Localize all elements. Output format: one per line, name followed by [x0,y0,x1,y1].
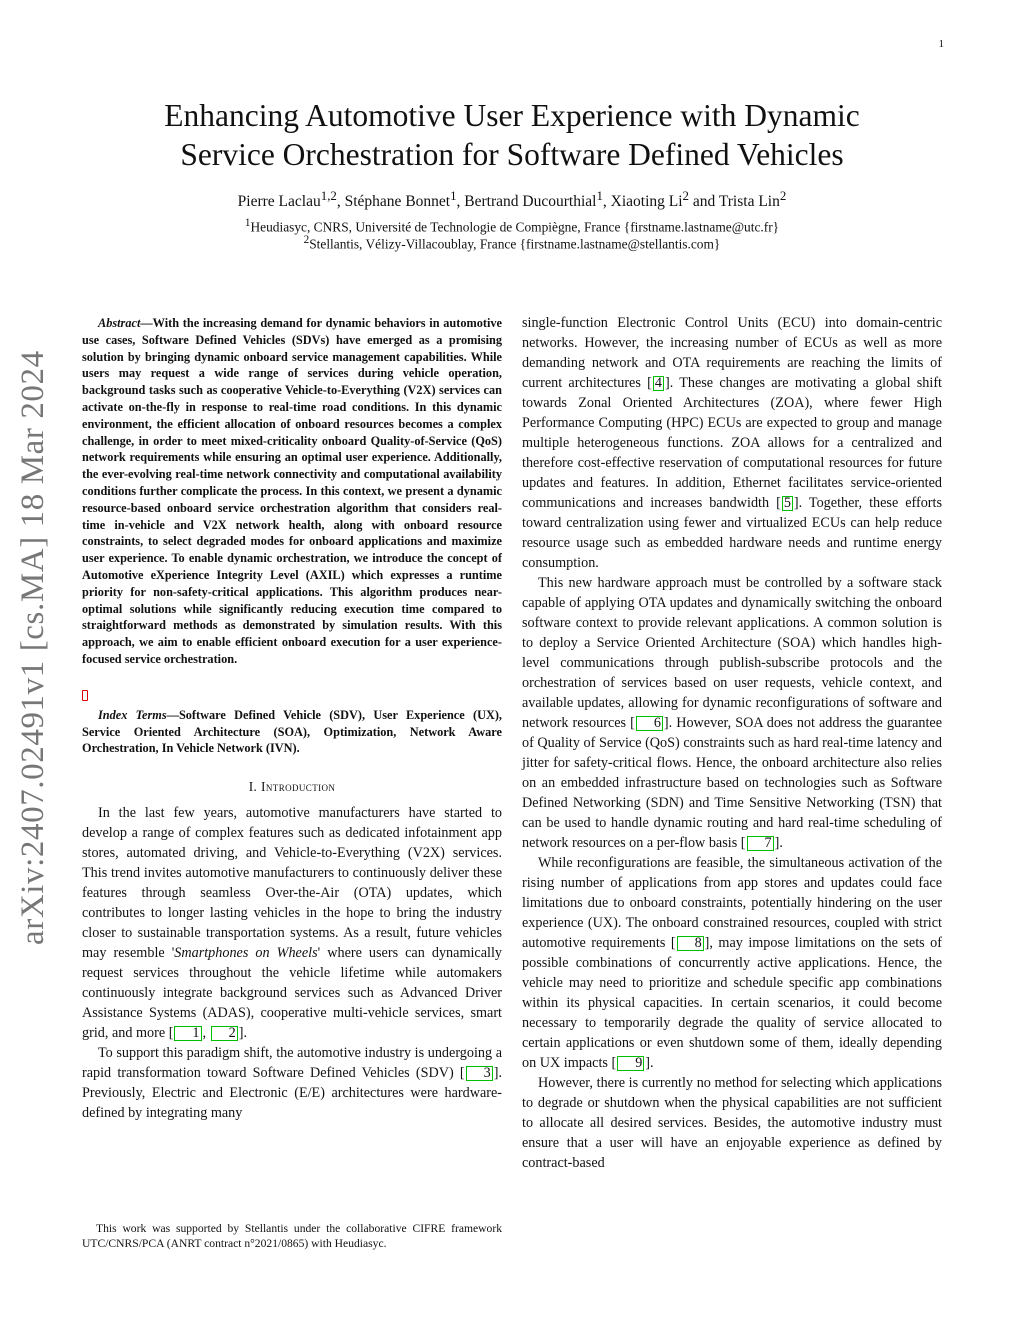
right-column [522,313,942,1173]
index-terms-label: Index Terms [98,707,167,722]
right-paragraph-1: single-function Electronic Control Units (ECU) into domain-centric networks. However, the increasing number of ECUs as well as more demanding network and OTA requirements are reaching the limits of current architectures [ 4 ]. These changes are motivating a global shift towards Zonal Oriented Architectures (ZOA), where fewer High Performance Computing (HPC) ECUs are expected to group and manage multiple heterogeneous functions. ZOA allows for a centralized and therefore cost-effective reservation of computational resources for future updates and features. In addition, Ethernet facilitates service-oriented communications and increases bandwidth [ 5 ]. Together, these efforts toward centralization using fewer and virtualized ECUs can help reduce resource usage such as embedded hardware needs and runtime energy consumption. [522,315,942,571]
index-terms-text: —Software Defined Vehicle (SDV), User Experience (UX), Service Oriented Architecture (SOA), Optimization, Network Aware Orchestration, In Vehicle Network (IVN). [82,707,503,756]
paragraph-text: . However, SOA does not address the guarantee of Quality of Service (QoS) constraints such as hard real-time latency and jitter for safety-critical flows. Hence, the onboard architecture also relies on an embedded infrastructure based on technologies such as Software Defined Networking (SDN) and Time Sensitive Networking (TSN) that can be used to handle dynamic routing and hard real-time scheduling of network resources on a per-flow basis [522,715,943,851]
citation-link[interactable]: 8 [677,936,704,951]
emphasis-text: Smartphones on Wheels [174,945,318,962]
author-name: , Stéphane Bonnet [336,193,451,211]
paragraph-text: To support this paradigm shift, the automotive industry is undergoing a rapid transformation toward Software Defined Vehicles (SDV) [82,1045,502,1082]
author-list [0,186,1024,212]
paragraph-text: . [243,1025,247,1042]
citation-link[interactable]: 2 [211,1026,238,1041]
paragraph-text: . Together, these efforts toward centralization using fewer and virtualized ECUs can help reduce resource usage such as embedded hardware needs and runtime energy consumption. [522,495,942,571]
author-affiliation-mark: 2 [779,188,787,203]
abstract-text: —With the increasing demand for dynamic behaviors in automotive use cases, Software Defined Vehicles (SDVs) have emerged as a promising solution by bringing dynamic onboard service management capabilities. While users may request a wide range of services during vehicle operation, background tasks such as cooperative Vehicle-to-Everything (V2X) services can activate on-the-fly in response to real-time road conditions. In this dynamic environment, the efficient allocation of onboard resources becomes a complex challenge, in order to meet mixed-criticality onboard Quality-of-Service (QoS) network requirements while ensuring an optimal user experience. Additionally, the ever-evolving real-time network connectivity and computational availability conditions further complicate the process. In this context, we present a dynamic resource-based onboard service orchestration algorithm that considers real-time in-vehicle and V2X network health, along with onboard resource constraints, to select degraded modes for onboard applications and maximize user experience. To enable dynamic orchestration, we introduce the concept of Automotive eXperience Integrity Level (AXIL) which expresses a runtime priority for non-safety-critical applications. This algorithm produces near-optimal solutions while significantly reducing execution time compared to straightforward methods as demonstrated by simulation results. With this approach, we aim to enable efficient onboard execution for a user experience-focused service orchestration. [82,316,502,666]
citation-link[interactable]: 5 [783,495,791,511]
index-terms [82,707,502,757]
right-paragraph-3: While reconfigurations are feasible, the simultaneous activation of the rising number of applications from app stores and updates could face limitations due to onboard constraints, potentially hindering on the user experience (UX). The onboard constrained resources, coupled with strict automotive requirements [ 8 ], may impose limitations on the sets of possible combinations of concurrently active applications. Hence, the vehicle may need to prioritize and schedule specific app combinations within its physical capacities. In certain scenarios, it could become necessary to temporarily degrade the quality of service allocated to certain applications or even shutdown some of them, ideally depending on UX impacts [ 9 ]. [522,855,942,1071]
paragraph-text: In the last few years, automotive manufacturers have started to develop a range of complex features such as dedicated infotainment app stores, automated driving, and Vehicle-to-Everything (V2X) services. This trend invites automotive manufacturers to continuously deliver these features through seamless Over-the-Air (OTA) updates, which contributes to longer lasting vehicles in the hope to bring the industry closer to sustainable transportation systems. As a result, future vehicles may resemble ' [82,805,502,962]
paragraph-text: While reconfigurations are feasible, the simultaneous activation of the rising number of applications from app stores and updates could face limitations due to onboard constraints, potentially hindering on the user experience (UX). The onboard constrained resources, coupled with strict automotive requirements [522,855,942,951]
right-paragraph-4: However, there is currently no method for selecting which applications to degrade or shutdown when the physical capabilities are not sufficient to allocate all desired services. Besides, the automotive industry must ensure that a user will have an enjoyable experience as defined by contract-based [522,1075,942,1171]
left-column [82,315,502,1123]
author-affiliation-mark: 1 [596,188,603,203]
author-affiliation-mark: 1 [450,188,457,203]
funding-footnote: This work was supported by Stellantis under the collaborative CIFRE framework UTC/CNRS/PCA (ANRT contract n°2021/0865) with Heudiasyc. [82,1222,502,1250]
intro-paragraph-1: In the last few years, automotive manufacturers have started to develop a range of complex features such as dedicated infotainment app stores, automated driving, and Vehicle-to-Everything (V2X) services. This trend invites automotive manufacturers to continuously deliver these features through seamless Over-the-Air (OTA) updates, which contributes to longer lasting vehicles in the hope to bring the industry closer to sustainable transportation systems. As a result, future vehicles may resemble 'Smartphones on Wheels' where users can dynamically request services throughout the vehicle lifetime while automakers continuously integrate background services such as Advanced Driver Assistance Systems (ADAS), cooperative multi-vehicle services, smart grid, and more [ 1 , 2 ]. [82,805,502,1042]
paragraph-text: This new hardware approach must be controlled by a software stack capable of applying OTA updates and dynamically switching the onboard software context to provide relevant applications. A common solution is to deploy a Service Oriented Architecture (SOA) which handles high-level communications through publish-subscribe protocols and the orchestration of services based on user requests, vehicle context, and available updates, allowing for dynamic reconfigurations of software and network resources [522,575,942,731]
paragraph-text: . [779,835,783,851]
title-line-2: Service Orchestration for Software Defined Vehicles [180,137,844,172]
affiliation-2 [0,232,1024,252]
author-affiliation-mark: 1,2 [320,188,337,203]
affiliation-text: Stellantis, Vélizy-Villacoublay, France {firstname.lastname@stellantis.com} [309,236,721,252]
citation-link[interactable]: 1 [174,1026,201,1041]
citation-link[interactable]: 7 [747,836,774,851]
page-number: 1 [938,38,944,50]
paragraph-text: . These changes are motivating a global shift towards Zonal Oriented Architectures (ZOA), where fewer High Performance Computing (HPC) ECUs are expected to group and manage multiple heterogeneous functions. ZOA allows for a centralized and therefore cost-effective reservation of computational resources for future updates and features. In addition, Ethernet facilitates service-oriented communications and increases bandwidth [522,375,942,511]
author-name: , Xiaoting Li [602,193,683,211]
abstract-label: Abstract [98,316,141,330]
affiliation-mark: 1 [244,217,251,229]
paragraph-text: , may impose limitations on the sets of possible combinations of concurrently active applications. Hence, the vehicle may need to prioritize and schedule specific app combinations within its physical capacities. In certain scenarios, it could become necessary to temporarily degrade the quality of service allocated to certain applications or even shutdown some of them, ideally depending on UX impacts [522,935,942,1071]
citation-link[interactable]: 9 [617,1056,644,1071]
paragraph-text: . Previously, Electric and Electronic (E/E) architectures were hardware-defined by integrating many [82,1065,502,1122]
author-name: Pierre Laclau [237,193,321,211]
paragraph-text: ' where users can dynamically request services throughout the vehicle lifetime while automakers continuously integrate background services such as Advanced Driver Assistance Systems (ADAS), cooperative multi-vehicle services, smart grid, and more [82,945,502,1042]
paragraph-text: . [650,1055,654,1071]
affiliation-text: Heudiasyc, CNRS, Université de Technologie de Compiègne, France {firstname.lastname@utc.fr} [250,219,780,235]
author-name: and Trista Lin [689,193,780,211]
author-affiliation-mark: 2 [682,188,689,203]
right-paragraph-2: This new hardware approach must be controlled by a software stack capable of applying OTA updates and dynamically switching the onboard software context to provide relevant applications. A common solution is to deploy a Service Oriented Architecture (SOA) which handles high-level communications through publish-subscribe protocols and the orchestration of services based on user requests, vehicle context, and available updates, allowing for dynamic reconfigurations of software and network resources [ 6 ]. However, SOA does not address the guarantee of Quality of Service (QoS) constraints such as hard real-time latency and jitter for safety-critical flows. Hence, the onboard architecture also relies on an embedded infrastructure based on technologies such as Software Defined Networking (SDN) and Time Sensitive Networking (TSN) that can be used to handle dynamic routing and hard real-time scheduling of network resources on a per-flow basis [ 7 ]. [522,575,943,851]
paper-title [0,96,1024,174]
annotation-marker-icon [82,690,88,701]
author-name: , Bertrand Ducourthial [456,193,597,211]
citation-link[interactable]: 6 [636,716,663,731]
affiliation-mark: 2 [303,234,310,246]
citation-link[interactable]: 4 [654,375,662,391]
citation-link[interactable]: 3 [466,1066,493,1081]
paragraph-text: single-function Electronic Control Units (ECU) into domain-centric networks. However, the increasing number of ECUs as well as more demanding network and OTA requirements are reaching the limits of current architectures [522,315,942,391]
abstract [82,315,502,668]
intro-paragraph-2: To support this paradigm shift, the automotive industry is undergoing a rapid transformation toward Software Defined Vehicles (SDV) [ 3 ]. Previously, Electric and Electronic (E/E) architectures were hardware-defined by integrating many [82,1045,502,1122]
title-line-1: Enhancing Automotive User Experience with Dynamic [164,98,860,133]
citation-separator: , [202,1025,210,1042]
section-heading-introduction: I. Introduction [248,779,336,795]
arxiv-identifier-stamp: arXiv:2407.02491v1 [cs.MA] 18 Mar 2024 [15,350,51,945]
